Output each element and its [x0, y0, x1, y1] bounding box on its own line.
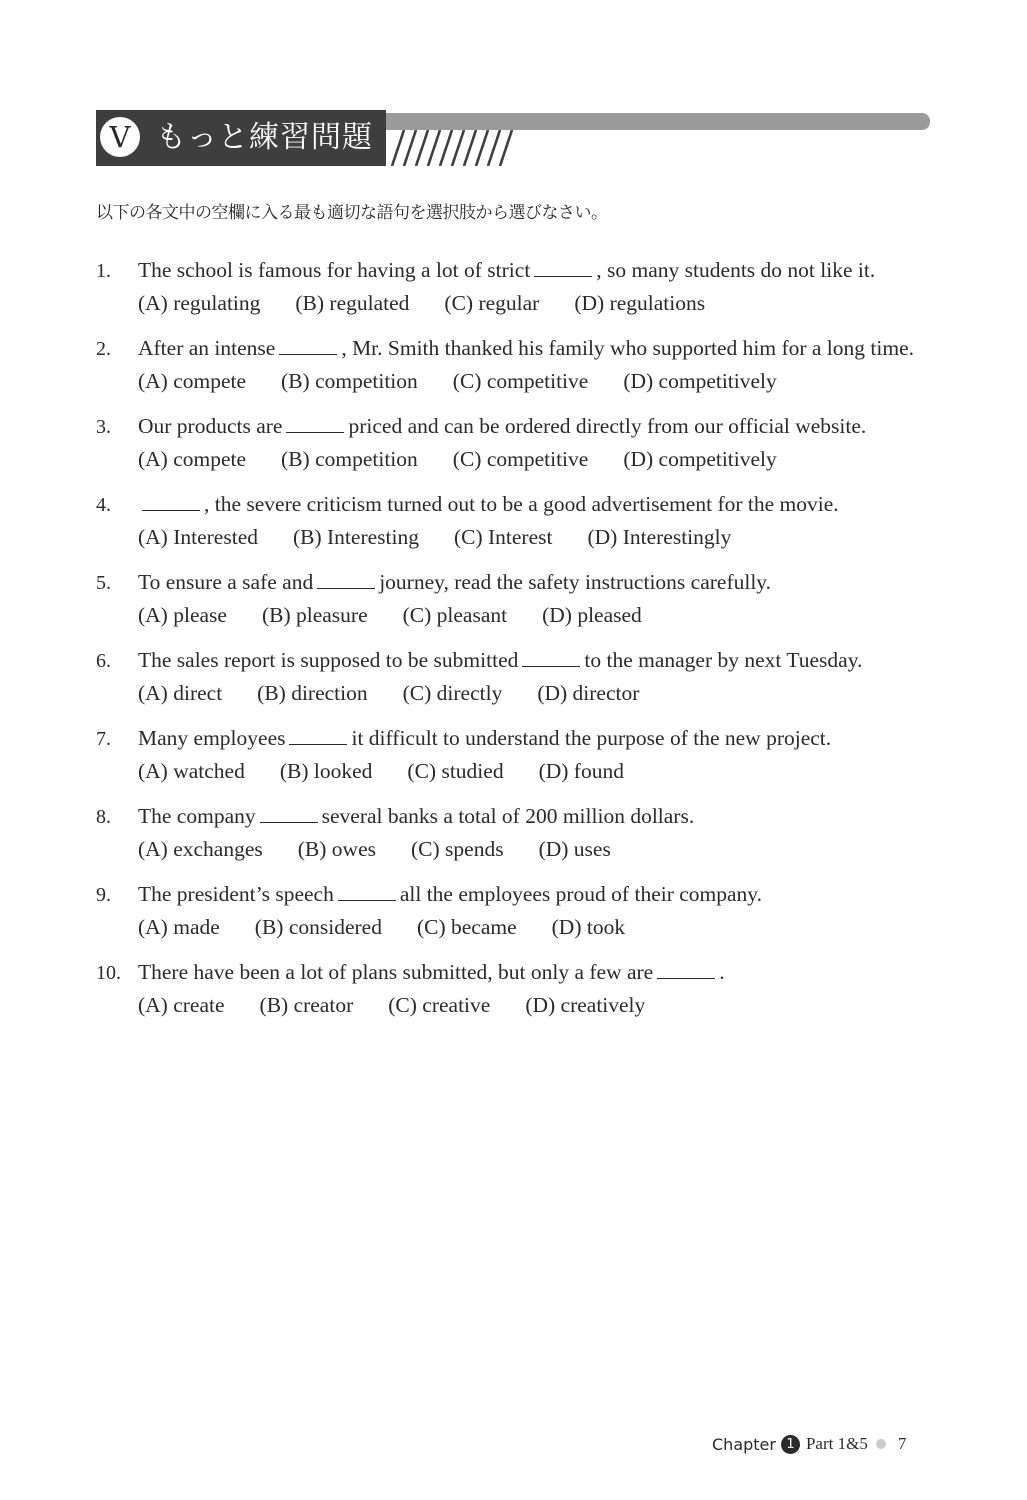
question-text-after: , the severe criticism turned out to be a good advertisement for the movie.: [204, 492, 839, 516]
question-text-before: The school is famous for having a lot of strict: [138, 258, 531, 282]
question-text: [138, 334, 932, 362]
question-text-before: After an intense: [138, 336, 276, 360]
question-text-after: all the employees proud of their company.: [399, 882, 763, 906]
question-text-after: priced and can be ordered directly from our official website.: [348, 414, 867, 438]
question-text-after: it difficult to understand the purpose of the new project.: [351, 726, 832, 750]
footer-part-label: Part 1&5: [805, 1434, 868, 1453]
choice-option: (A) watched: [138, 759, 245, 783]
choice-list: [138, 832, 932, 866]
choice-list: [138, 676, 932, 710]
choice-option: (C) creative: [388, 993, 491, 1017]
answer-blank: [317, 570, 375, 589]
question-text: [138, 568, 932, 596]
choice-option: (C) spends: [411, 837, 504, 861]
question-text: [138, 724, 932, 752]
page-number: 7: [897, 1434, 907, 1453]
choice-option: (B) direction: [257, 681, 368, 705]
question-item: [96, 958, 932, 1022]
choice-option: (A) made: [138, 915, 220, 939]
hatch-decoration: [388, 130, 528, 166]
choice-option: (A) create: [138, 993, 225, 1017]
section-badge: V: [100, 117, 140, 157]
question-text-before: The sales report is supposed to be submitted: [138, 648, 519, 672]
choice-list: [138, 364, 932, 398]
choice-option: (C) competitive: [452, 447, 589, 471]
question-item: [96, 568, 932, 632]
question-text-after: to the manager by next Tuesday.: [584, 648, 863, 672]
question-item: [96, 412, 932, 476]
choice-option: (C) Interest: [453, 525, 553, 549]
choice-option: (A) compete: [138, 447, 247, 471]
choice-option: (A) compete: [138, 369, 247, 393]
question-text: [138, 412, 932, 440]
answer-blank: [286, 414, 344, 433]
choice-list: [138, 754, 932, 788]
footer-chapter-label: Chapter: [712, 1434, 776, 1454]
section-header: [96, 110, 930, 166]
choice-option: (A) direct: [138, 681, 223, 705]
choice-option: (D) uses: [538, 837, 611, 861]
question-text-after: .: [719, 960, 725, 984]
choice-option: (B) competition: [281, 447, 418, 471]
question-text-after: several banks a total of 200 million dollars.: [321, 804, 695, 828]
choice-option: (B) pleasure: [261, 603, 368, 627]
choice-option: (A) exchanges: [138, 837, 263, 861]
question-text-before: Many employees: [138, 726, 286, 750]
answer-blank: [260, 804, 318, 823]
choice-option: (A) regulating: [138, 291, 261, 315]
choice-option: (C) directly: [402, 681, 503, 705]
answer-blank: [142, 492, 200, 511]
choice-option: (D) creatively: [525, 993, 646, 1017]
answer-blank: [289, 726, 347, 745]
question-text: [138, 490, 932, 518]
question-item: [96, 334, 932, 398]
question-number: 7.: [96, 728, 111, 750]
choice-option: (A) Interested: [138, 525, 258, 549]
page-footer: [712, 1430, 906, 1458]
question-text: [138, 646, 932, 674]
question-item: [96, 646, 932, 710]
choice-option: (B) looked: [279, 759, 373, 783]
choice-option: (D) Interestingly: [587, 525, 732, 549]
footer-dot-icon: [876, 1439, 886, 1449]
question-item: [96, 724, 932, 788]
question-text-before: The president’s speech: [138, 882, 334, 906]
choice-list: [138, 988, 932, 1022]
answer-blank: [279, 336, 337, 355]
question-item: [96, 256, 932, 320]
choice-list: [138, 442, 932, 476]
choice-option: (C) regular: [444, 291, 540, 315]
section-title: もっと練習問題: [156, 120, 373, 155]
question-text: [138, 958, 932, 986]
question-text-after: , Mr. Smith thanked his family who supported him for a long time.: [341, 336, 914, 360]
choice-option: (D) found: [538, 759, 624, 783]
question-text-after: , so many students do not like it.: [596, 258, 876, 282]
question-item: [96, 802, 932, 866]
choice-option: (D) competitively: [623, 447, 777, 471]
question-text-before: Our products are: [138, 414, 283, 438]
choice-list: [138, 910, 932, 944]
choice-option: (D) pleased: [542, 603, 642, 627]
header-gray-strip: [386, 113, 930, 130]
question-number: 4.: [96, 494, 111, 516]
question-item: [96, 880, 932, 944]
question-text-before: There have been a lot of plans submitted, but only a few are: [138, 960, 654, 984]
question-text: [138, 256, 932, 284]
answer-blank: [338, 882, 396, 901]
question-text-before: The company: [138, 804, 256, 828]
choice-option: (C) became: [416, 915, 517, 939]
question-text-after: journey, read the safety instructions carefully.: [379, 570, 772, 594]
question-number: 10.: [96, 962, 121, 984]
question-text: [138, 880, 932, 908]
choice-list: [138, 598, 932, 632]
choice-list: [138, 520, 932, 554]
choice-option: (B) regulated: [295, 291, 410, 315]
choice-option: (D) took: [551, 915, 626, 939]
question-number: 3.: [96, 416, 111, 438]
question-item: [96, 490, 932, 554]
question-number: 6.: [96, 650, 111, 672]
answer-blank: [657, 960, 715, 979]
answer-blank: [522, 648, 580, 667]
question-text-before: To ensure a safe and: [138, 570, 314, 594]
question-number: 2.: [96, 338, 111, 360]
question-number: 8.: [96, 806, 111, 828]
instruction-text: 以下の各文中の空欄に入る最も適切な語句を選択肢から選びなさい。: [96, 203, 608, 223]
choice-option: (B) owes: [297, 837, 376, 861]
choice-option: (D) director: [537, 681, 640, 705]
choice-option: (B) competition: [281, 369, 418, 393]
choice-option: (B) Interesting: [292, 525, 419, 549]
footer-chapter-number: 1: [781, 1435, 800, 1454]
question-number: 9.: [96, 884, 111, 906]
question-text: [138, 802, 932, 830]
choice-option: (C) pleasant: [402, 603, 508, 627]
choice-option: (A) please: [138, 603, 227, 627]
choice-option: (C) studied: [407, 759, 504, 783]
choice-option: (B) considered: [254, 915, 382, 939]
choice-list: [138, 286, 932, 320]
answer-blank: [534, 258, 592, 277]
question-number: 1.: [96, 260, 111, 282]
choice-option: (D) competitively: [623, 369, 777, 393]
question-list: [96, 256, 932, 1036]
choice-option: (C) competitive: [452, 369, 589, 393]
choice-option: (B) creator: [259, 993, 354, 1017]
question-number: 5.: [96, 572, 111, 594]
choice-option: (D) regulations: [574, 291, 706, 315]
